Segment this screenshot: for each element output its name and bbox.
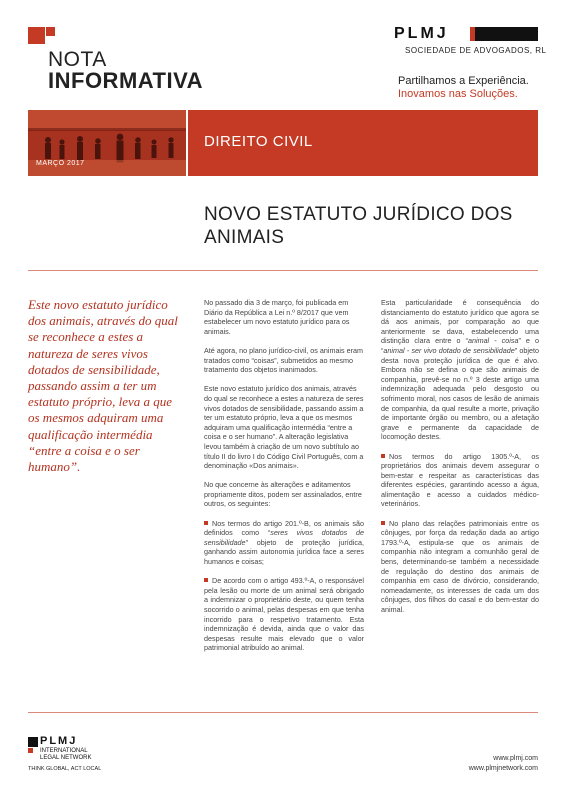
footer-link-plmjnetwork[interactable]: www.plmjnetwork.com [468, 765, 538, 772]
section-title: DIREITO CIVIL [204, 133, 313, 150]
footer-slogan: THINK GLOBAL, ACT LOCAL [28, 766, 102, 772]
paragraph: Até agora, no plano jurídico-civil, os animais eram tratados como “coisas”, submetidos ao mesmo tratamento dos objetos inanimados. [204, 345, 363, 375]
bullet-paragraph: Nos termos do artigo 1305.º-A, os proprietários dos animais devem assegurar o bem-estar e respeitar as características das diferentes espécies, garantindo acesso a água, alimentação e acesso a cuidados médico-veterinários. [381, 451, 539, 509]
plmj-logo: PLMJ [394, 25, 449, 42]
pull-quote: Este novo estatuto jurídico dos animais, através do qual se reconhece a estes a natureza de seres vivos dotados de sensibilidade, passando assim a ter um estatuto próprio, leva a que os mesmos adquiram uma qualificação intermédia “entre a coisa e o ser humano”. [28, 297, 178, 475]
column-right [381, 298, 539, 624]
logo-square-large [28, 27, 45, 44]
paragraph: No passado dia 3 de março, foi publicada em Diário da República a Lei n.º 8/2017 que vem estabelecer um novo estatuto jurídico para os animais. [204, 298, 350, 336]
divider-bottom [28, 712, 538, 713]
footer-legal-network: LEGAL NETWORK [40, 755, 92, 761]
bullet-square-icon [381, 454, 385, 458]
footer-logo-accent [28, 748, 33, 753]
paragraph: No que concerne às alterações e aditamentos propriamente ditos, podem ser assinalados, entre outros, os seguintes: [204, 480, 362, 509]
column-left [204, 298, 364, 663]
tagline-experience: Partilhamos a Experiência. [398, 75, 529, 87]
footer-link-plmj[interactable]: www.plmj.com [493, 755, 538, 762]
bullet-square-icon [381, 521, 385, 525]
bullet-square-icon [204, 521, 208, 525]
footer-brand: PLMJ [40, 735, 78, 747]
logo-square-small [46, 27, 55, 36]
bullet-square-icon [204, 578, 208, 582]
footer-logo-square [28, 737, 38, 747]
paragraph: Este novo estatuto jurídico dos animais, através do qual se reconhece a estes a natureza de seres vivos dotados de sensibilidade, passando assim a ter um estatuto próprio, leva a que os mesmos adquiram uma qualificação intermédia “entre a coisa e o ser humano”. A alteração legislativa levou também à criação de um novo subtítulo ao título II do livro I do Código Civil Português, com a denominação «Dos animais». [204, 384, 364, 471]
brand-subtitle: SOCIEDADE DE ADVOGADOS, RL [405, 46, 547, 55]
plmj-logo-bar [472, 27, 538, 41]
publication-date: MARÇO 2017 [36, 160, 85, 167]
nota-label: NOTA [48, 48, 107, 71]
bullet-paragraph: Nos termos do artigo 201.º-B, os animais são definidos como “seres vivos dotados de sensibilidade” objeto de proteção jurídica, ganhando assim autonomia jurídica face a seres humanos e coisas; [204, 518, 364, 567]
plmj-logo-accent [470, 27, 475, 41]
bullet-paragraph: De acordo com o artigo 493.º-A, o responsável pela lesão ou morte de um animal será obrigado a indemnizar o proprietário deste, ou quem tenha socorrido o animal, pelas despesas em que tenha incorrido para o respetivo tratamento. Esta indemnização é devida, ainda que o valor das despesas resulte mais elevado que o valor patrimonial atribuído ao animal. [204, 576, 364, 653]
footer-international: INTERNATIONAL [40, 748, 88, 754]
bullet-paragraph: No plano das relações patrimoniais entre os cônjuges, por força da redação dada ao artigo 1793.º-A, estipula-se que os animais de companhia não integram a comunhão geral de bens, determinando-se também a necessidade de regulação do destino dos animais de companhia em caso de divórcio, considerando, nomeadamente, os interesses de cada um dos cônjuges, dos filhos do casal e do bem-estar do animal. [381, 518, 539, 614]
tagline-solutions: Inovamos nas Soluções. [398, 88, 518, 100]
informativa-label: INFORMATIVA [48, 68, 203, 93]
divider-top [28, 270, 538, 271]
paragraph: Esta particularidade é consequência do distanciamento do estatuto jurídico que agora se dá aos animais, por comparação ao que anteriormente se dava, estabelecendo uma distinção clara entre o “animal - coisa” e o “animal - ser vivo dotado de sensibilidade” objeto desta nova proteção jurídica de que é alvo. Embora não se defina o que são animais de companhia, prevê-se no n.º 3 deste artigo uma indemnização adequada pelo desgosto ou sofrimento moral, nos casos de lesão de animais de companhia, da qual resulte a morte, privação de importante órgão ou membro, ou a afetação grave e permanente da capacidade de locomoção destes. [381, 298, 539, 442]
document-title: NOVO ESTATUTO JURÍDICO DOS ANIMAIS [204, 204, 513, 248]
